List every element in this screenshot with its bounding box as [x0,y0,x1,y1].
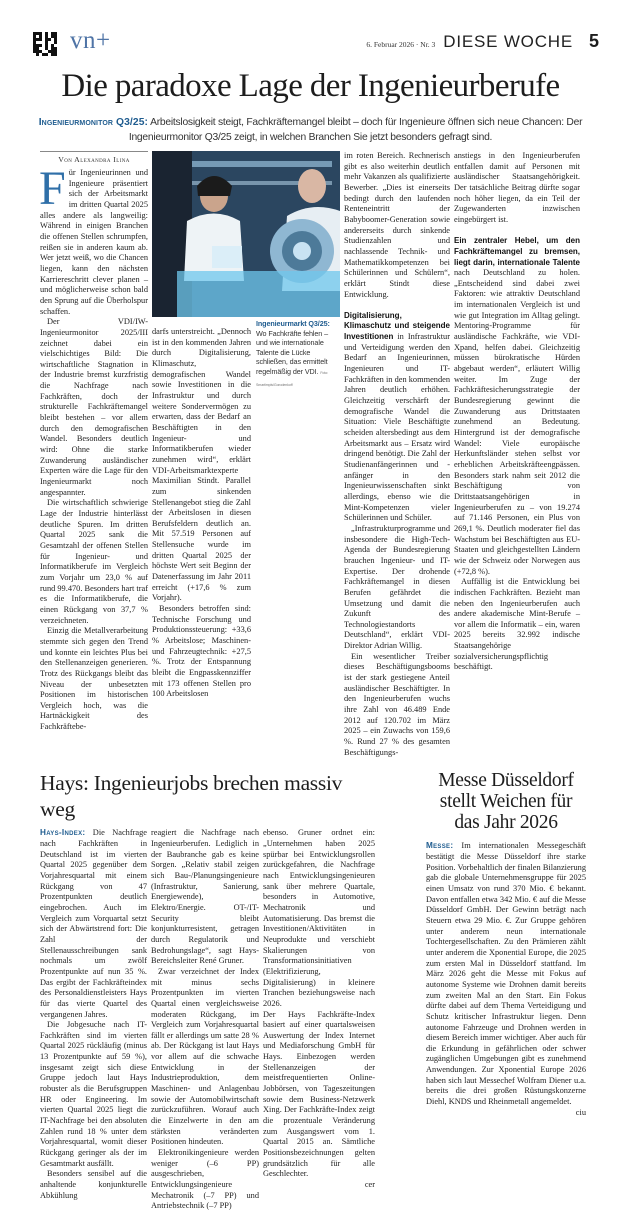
paragraph: reagiert die Nachfrage nach Ingenieurberufen. Lediglich in der Baubranche gab es keine Sorgen. „Relativ stabil zeigen sich Bau-/Planungsingenieure (Infrastruktur, Sanierung, Energiewende), Elektro/Energie. OT-/IT-Security bleibt konjunkturresistent, getragen durch Regulatorik und Bedrohungslage“, sagt Hays-Bereichsleiter René Gruner. [151,828,259,966]
caption-text: Wo Fachkräfte fehlen – und wie internationale Talente die Lücke schließen, das ermittelt regelmäßig der VDI. [256,328,328,376]
byline: Von Alexandra Ilina [40,151,148,164]
bottom-articles [0,770,621,1228]
paragraph: Auffällig ist die Entwicklung bei indischen Fachkräften. Bezieht man neben den Ingenieurberufen auch andere akademische Mint-Berufe – vor allem die Informatik – ein, waren 2025 bereits 32.992 indische Staatsangehörige sozialversicherungspflichtig beschäftigt. [454,577,580,672]
paragraph [40,828,147,1020]
paragraph: ebenso. Gruner ordnet ein: „Unternehmen haben 2025 spürbar bei Entwicklungsrollen zurückgefahren, die Nachfrage nach Entwicklungsingenieuren sank über mehrere Quartale, besonders in Automotive, Mechatronik und Automatisierung. Das bremst die Investitionen/Aktivitäten in Neuprodukte und verschiebt Skalierungen von Transformationsinitiativen (Elektrifizierung, Digitalisierung) in kleinere Tranchen beziehungsweise nach 2026. [263,828,375,1008]
paragraph [426,841,586,1107]
paragraph: ür Ingenieurinnen und Ingenieure präsentiert sich der Arbeitsmarkt im dritten Quartal 2025 alles andere als langweilig: Während in einigen Branchen die offenen Stellen schrumpfen, reißen sie in anderen kaum ab. Wer jetzt weiß, wo die Chancen liegen, kann den nächsten Karriereschritt clever planen – und möglicherweise schon bald den Sprung auf die Überholspur schaffen. [40,168,148,316]
paragraph [454,236,580,577]
main-column-4 [454,151,580,673]
paragraph: Besonders sensibel auf die anhaltende konjunkturelle Abkühlung [40,1169,147,1200]
paragraph-text: in Infrastruktur und Verteidigung werden den Bedarf an Ingenieurinnen, Ingenieuren und IT-Fachkräften in den kommenden Jahren deutlich erhöhen. Gleichzeitig verschärft der demografische Wandel die Situation: Viele Beschäftigte scheiden altersbedingt aus dem Arbeitsmarkt aus – Ersatz wird dringend benötigt. Die Zahl der Studienanfängerinnen und -anfänger in den Ingenieurwissenschaften sinkt allerdings, ebenso wie die Mint-Kompetenzen vieler Schülerinnen und Schüler. [344,332,450,523]
messe-column [426,841,586,1118]
paragraph: anstiegs in den Ingenieurberufen entfallen damit auf Personen mit ausländischer Staatsangehörigkeit. Der tatsächliche Beitrag dürfte sogar noch höher liegen, da ein Teil der Zugewanderten inzwischen eingebürgert ist. [454,151,580,224]
article-subtitle [30,116,591,145]
article-photo [152,151,340,317]
subtitle-text: Arbeitslosigkeit steigt, Fachkräftemangel bleibt – doch für Ingenieure öffnen sich neue Chancen: Der Ingenieurmonitor Q3/25 zeigt, in welchen Branchen Sie jetzt besonders gefragt sind. [128,117,583,143]
main-column-1 [39,162,148,733]
article-label: Hays-Index: [40,828,86,838]
paragraph-text: nach Deutschland zu holen. „Entscheidend sind dabei zwei Faktoren: wie attraktiv Deutschland im internationalen Vergleich ist und wie gut Integration im Alltag gelingt. Mentoring-Programme für ausländische Fachkräfte, wie VDI-Xpand, helfen dabei. Gleichzeitig müssen bürokratische Hürden abgebaut werden“, erläutert Willig weiter. Im Zuge der Fachkräftesicherungsstrategie der Bundesregierung gewinnt die Zuwanderung aus Drittstaaten zunehmend an Bedeutung. Hintergrund ist der demografische Wandel: Viele europäische Herkunftsländer stehen selbst vor erheblichen Arbeitskräfteengpässen. Besonders stark nahm seit 2012 die Beschäftigung von Drittstaatsangehörigen in Ingenieurberufen zu – von 19.274 auf 71.146 Personen, ein Plus von 269,1 %. Deutlich moderater fiel das Wachstum bei Beschäftigten aus EU-Staaten und gleichgestellten Ländern wie der Schweiz oder Norwegen aus (+72,8 %). [454,268,580,576]
page-header [0,0,621,60]
engineers-lab-photo [152,151,340,317]
hays-column-2 [151,828,259,1212]
paragraph: Der Hays Fachkräfte-Index basiert auf einer quartalsweisen Auswertung der Index Internet und Mediaforschung GmbH für Hays. Einbezogen werden Stellenanzeigen der meistfrequentierten Online-Jobbörsen, von Tageszeitungen sowie dem Business-Netzwerk Xing. Der Fachkräfte-Index zeigt die prozentuale Veränderung zum Ausgangswert vom 1. Quartal 2015 an. Sämtliche Positionsbezeichnungen gelten grundsätzlich für alle Geschlechter. [263,1009,375,1179]
caption-title: Ingenieurmarkt Q3/25: [256,319,330,328]
article-kicker: Ingenieurmonitor Q3/25: [38,117,149,128]
author-initials: cer [364,1180,375,1189]
paragraph-text: Im internationalen Messegeschäft bestätigt die Messe Düsseldorf ihre starke Position. Vorbehaltlich der finalen Bilanzierung gab die globale Unternehmensgruppe für 2025 einen Umsatz von rund 370 Mio. € bekannt. Davon entfallen etwa 342 Mio. € auf die Messe Düsseldorf GmbH. Der Gewinn beträgt nach Steuern etwa 29 Mio. €. Zur Gruppe gehören unter anderem neun internationale Tochtergesellschaften. Zu den Prämieren zählt unter anderem die Xponential Europe, die 2025 zum ersten Mal in Düsseldorf stattfand. Im März 2026 geht die Messe mit Fokus auf autonome Systeme wie Drohnen damit bereits zum zweiten Mal an den Start. Ein Fokus dürfte dabei auf dem Thema Verteidigung und Schutz kritischer Infrastruktur liegen. Denn autonome Fahrzeuge und Drohnen werden in diesem Bereich immer wichtiger. Aber auch für die Erkundung in gefährlichen oder schwer zugänglichen Umgebungen gibt es zunehmend Anwendungen. Zur Xponential Europe 2026 haben sich laut Messechef Wolfram Diener u.a. bereits die drei großen Rüstungskonzerne Diehl, KNDS und Rheinmetall angemeldet. [426,841,586,1107]
paragraph: Die Jobgesuche nach IT-Fachkräften sind im vierten Quartal 2025 rückläufig (minus 13 Prozentpunkte auf 59 %), insgesamt zeigt sich diese Gruppe jedoch laut Hays robuster als die Berufsgruppen HR oder Engineering. Im vierten Quartal 2025 liegt die IT-Nachfrage bei den absoluten Zahlen rund 18 % unter dem Vorjahresquartal, womit dieser Rückgang geringer als der im Gesamtmarkt ausfällt. [40,1020,147,1168]
paragraph: Besonders betroffen sind: Technische Forschung und Produktionssteuerung: +33,6 % Arbeitslose; Maschinen- und Fahrzeugtechnik: +27,5 %. Trotz der Entspannung bleibt die Engpasskennziffer mit 173 offenen Stellen pro 100 Arbeitslosen [152,604,251,699]
article-label: Messe: [426,841,454,851]
paragraph: Einzig die Metallverarbeitung stemmte sich gegen den Trend und konnte ein leichtes Plus bei den Stellenanzeigen generieren. Trotz des Rückgangs bleibt das Niveau der unbesetzten Positionen im historischen Vergleich hoch, was die Hartnäckigkeit des Fachkräftebe- [40,626,148,732]
messe-article [426,770,586,1118]
messe-headline: Messe Düsseldorf stellt Weichen für das Jahr 2026 [438,770,574,834]
main-column-3 [344,151,450,758]
hays-columns [40,828,375,1212]
author-initials: ciu [575,1107,586,1117]
header-right [366,31,599,52]
issue-date: 6. Februar 2026 · Nr. 3 [366,40,436,49]
paragraph: im roten Bereich. Rechnerisch gibt es also weiterhin deutlich mehr Vakanzen als qualifizierte Bewerber. „Dies ist einerseits bedingt durch den laufenden Renteneintritt der Babyboomer-Generation sowie andererseits durch sinkende Studienzahlen und nachlassende Technik- und Mathematikkompetenzen bei Schülerinnen und Schülern“, erklärt Stindt diese Entwicklung. [344,151,450,299]
paragraph: Zwar verzeichnet der Index mit minus sechs Prozentpunkten im vierten Quartal einen vergleichsweise moderaten Rückgang, im Vergleich zum Vorjahresquartal fällt er allerdings um satte 28 % ab. Der Rückgang ist laut Hays vor allem auf die schwache Entwicklung in der Industrieproduktion, dem Maschinen- und Anlagenbau sowie der Automobilwirtschaft zurückzuführen. Worauf auch die Einzelwerte in den am stärksten veränderten Positionen hindeuten. [151,966,259,1147]
photo-credit: Foto: Smartimpls/Gorodenkoff [256,370,329,387]
main-article-body [0,151,621,758]
photo-caption [256,319,340,390]
hays-column-3 [263,828,375,1190]
paragraph: Ein wesentlicher Treiber dieses Beschäftigungsbooms ist der stark gestiegene Anteil ausländischer Beschäftigter. In den Ingenieurberufen wuchs ihre Zahl von 46.489 Ende 2012 auf 120.702 im März 2025 – ein Zuwachs von 159,6 %. Rund 27 % des gesamten Beschäftigungs- [344,651,450,757]
main-column-1-wrap [40,151,148,733]
hays-article [40,770,375,1212]
section-title: DIESE WOCHE [443,32,573,51]
paragraph [344,311,450,524]
middle-text-row [152,319,340,700]
article-headline: Die paradoxe Lage der Ingenieurberufe [61,68,560,104]
hays-headline: Hays: Ingenieurjobs brechen massiv weg [40,771,343,822]
paragraph: „Infrastrukturprogramme und insbesondere die High-Tech-Agenda der Bundesregierung brauchen Ingenieur- und IT-Expertise. Der drohende Fachkräftemangel in diesen Berufen gefährdet die Umsetzung und damit die Zukunft des Technologiestandorts Deutschland“, erklärt VDI-Direktor Adrian Willig. [344,523,450,651]
vn-plus-logo[interactable]: vn+ [70,27,111,54]
paragraph-lead: Ein zentraler Hebel, um den Fachkräftemangel zu bremsen, liegt darin, internationale Talente [454,236,580,267]
hays-column-1 [40,828,147,1201]
paragraph: darfs unterstreicht. „Dennoch ist in den kommenden Jahren durch Digitalisierung, Klimaschutz, demografischen Wandel sowie Investitionen in die Infrastruktur und durch weitere Sondervermögen zu erwarten, dass der Bedarf an Beschäftigten in den Ingenieur- und Informatikberufen wieder zunehmen wird“, erklärt VDI-Arbeitsmarktexperte Maximilian Stindt. Parallel zum sinkenden Stellenangebot stieg die Zahl der Arbeitslosen in diesen Berufsfeldern deutlich an. Mit 57.519 Personen auf Stellensuche wurde im dritten Quartal 2025 der höchste Wert seit Beginn der Datenerfassung im Jahr 2011 erreicht (+17,6 % zum Vorjahr). [152,327,251,603]
paragraph: Die wirtschaftlich schwierige Lage der Industrie hinterlässt deutliche Spuren. Im dritten Quartal 2025 sank die Gesamtzahl der offenen Stellen für Ingenieur- und Informatikberufe im Vergleich zum Vorjahr um 23,0 % auf rund 99.470. Besonders hart traf es die Informatikberufe, die einen Rückgang von 37,7 % verzeichneten. [40,498,148,625]
main-middle-column [152,151,340,700]
main-column-2 [152,327,251,700]
paragraph-lead: Digitalisierung, Klimaschutz und steigende Investitionen [344,310,450,342]
paragraph: Elektronikingenieure werden weniger (–6 PP) ausgeschrieben, Entwicklungsingenieure Mechatronik (–7 PP) und Antriebstechnik (–7 PP) [151,1148,259,1211]
drop-cap: F [39,162,66,215]
paragraph-text: Die Nachfrage nach Fachkräften in Deutschland ist im vierten Quartal 2025 gegenüber dem Vorjahresquartal mit einem Rückgang von 47 Prozentpunkten deutlich eingebrochen. Auch im Vergleich zum Vorquartal setzt sich der Abwärtstrend fort: Die Zahl der Stellenausschreibungen sank nochmals um zwölf Prozentpunkte auf nun 35 %. Das ergibt der Fachkräfteindex des Personaldienstleisters Hays für das vierte Quartel des vergangenen Jahres. [40,828,147,1019]
qr-code-icon[interactable] [33,32,57,56]
page-number: 5 [588,31,599,51]
paragraph: Der VDI/IW-Ingenieurmonitor 2025/III zeichnet dabei ein vielschichtiges Bild: Die wirtschaftliche Stagnation in der Industrie bremst kurzfristig die Nachfrage nach Fachkräften, doch der strukturelle Fachkräftemangel bleibt bestehen – vor allem durch den demografischen Wandel. Besonders deutlich wird: Ohne die starke Zuwanderung ausländischer Experten wäre die Lage für den Ingenieurmarkt noch angespannter. [40,317,148,497]
